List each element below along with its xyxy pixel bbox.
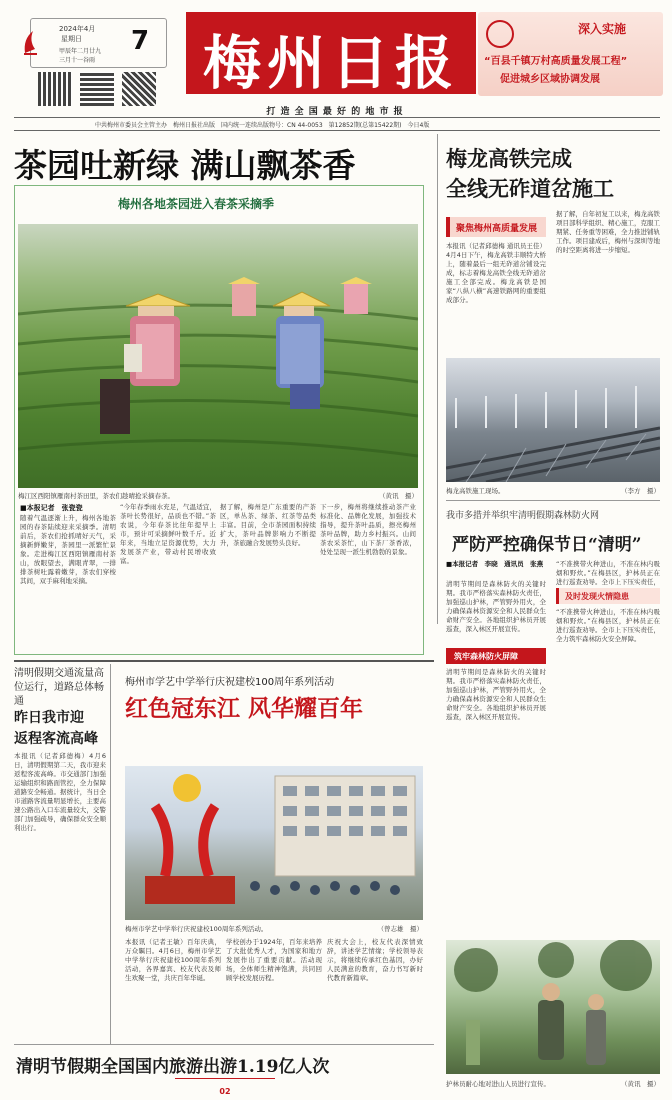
qr-codes <box>38 72 168 106</box>
rail-badge <box>446 217 546 237</box>
info-bar: 中共梅州市委员会主管主办 梅州日报社出版 国内统一连续出版物号：CN 44-0053 第12852期(总第15422期) 今日4版 <box>95 122 430 129</box>
forest-badge-2-text: 及时发现火情隐患 <box>565 592 629 601</box>
promo-line-2: “百县千镇万村高质量发展工程” <box>484 56 628 67</box>
rail-badge-text: 聚焦梅州高质量发展 <box>456 224 538 234</box>
brief-headline-2: 返程客流高峰 <box>14 731 98 747</box>
date-lunar-1: 甲辰年二月廿九 <box>59 48 102 55</box>
school-col-2: 学校创办于1924年，百年来培养了大批优秀人才，为国家和地方发展作出了重要贡献。活动现场，全体师生精神饱满，共同回顾学校发展历程。 <box>226 938 322 982</box>
rail-photo-caption <box>446 486 660 495</box>
date-weekday: 星期日 <box>61 35 82 43</box>
forest-photo <box>446 940 660 1074</box>
brief-text: 本报讯（记者邱德梅）4月6日，清明假期第二天，我市迎来返程客流高峰。市交通部门加强运输组织和路面管控，全力保障道路安全畅通。据统计，当日全市道路客流量明显增长，主要高速公路出入口车流量较大，交警部门加强疏导，确保群众安全顺利出行。 <box>14 752 106 832</box>
lead-col-3: 据了解，梅州是广东重要的产茶区，单丛茶、绿茶、红茶等品类丰富。目前，全市茶园面积持续扩大，茶叶品牌影响力不断提升，茶旅融合发展势头良好。 <box>220 503 316 547</box>
forest-byline: ■本报记者 李晓 通讯员 张燕 <box>446 560 544 568</box>
rail-col-2: 据了解，自年初复工以来，梅龙高铁项目部科学组织、精心施工，克服工期紧、任务重等困难，全力推进铺轨工作。项目建成后，梅州与深圳等地的时空距离将进一步缩短。 <box>556 210 660 254</box>
forest-badge-2 <box>556 588 660 604</box>
forest-badge-1-text: 筑牢森林防火屏障 <box>454 652 518 661</box>
page-ref-badge: 02 <box>213 1087 236 1096</box>
qr-icon <box>122 72 156 106</box>
forest-col-1b: 清明节期间是森林防火的关键时期。我市严格落实森林防火责任，加强巡山护林，严管野外用火，全力确保森林资源安全和人民群众生命财产安全。各地组织护林员开展巡查，深入林区开展宣传。 <box>446 668 546 721</box>
caption-text: 梅州市学艺中学举行庆祝建校100周年系列活动。 <box>125 925 268 933</box>
rail-headline-2: 全线无砟道岔施工 <box>446 176 614 201</box>
forest-headline: 严防严控确保节日“清明” <box>452 535 642 555</box>
forest-photo-caption <box>446 1079 660 1088</box>
masthead-banner <box>186 12 476 97</box>
school-col-1: 本报讯（记者王敏）百年庆典，万众瞩目。4月6日，梅州市学艺中学举行庆祝建校100周年系列活动，各界嘉宾、校友代表及师生欢聚一堂，共庆百年华诞。 <box>125 938 221 982</box>
lead-photo-caption <box>18 491 418 500</box>
qr-icon <box>38 72 72 106</box>
lead-headline: 茶园吐新绿 满山飘茶香 <box>14 146 356 185</box>
rail-photo <box>446 358 660 482</box>
promo-icon <box>486 20 514 48</box>
school-kicker: 梅州市学艺中学举行庆祝建校100周年系列活动 <box>125 677 335 688</box>
promo-line-3: 促进城乡区域协调发展 <box>500 74 600 85</box>
date-day: 7 <box>131 26 150 56</box>
school-photo-caption <box>125 924 423 933</box>
lead-subhead: 梅州各地茶园进入春茶采摘季 <box>118 197 275 211</box>
forest-col-2: “不准携带火种进山，不准在林内吸烟和野炊。”在梅县区，护林员正在进行巡查劝导。全市上下压实责任， <box>556 560 660 586</box>
lead-photo <box>18 224 418 488</box>
footer-headline[interactable]: 清明节假期全国国内旅游出游1.19亿人次 <box>16 1057 330 1077</box>
forest-col-1: 清明节期间是森林防火的关键时期。我市严格落实森林防火责任，加强巡山护林，严管野外用火，全力确保森林资源安全和人民群众生命财产安全。各地组织护林员开展巡查，深入林区开展宣传。 <box>446 580 546 633</box>
forest-badge-1 <box>446 648 546 664</box>
forest-col-2b: “不准携带火种进山，不准在林内吸烟和野炊。”在梅县区，护林员正在进行巡查劝导。全市上下压实责任，全力筑牢森林防火安全屏障。 <box>556 608 660 643</box>
date-year-month: 2024年4月 <box>59 25 96 33</box>
caption-credit: （曾志雄 摄） <box>377 925 423 933</box>
caption-text: 梅江区西阳镇雁南村茶田里，茶农们趁晴抢采摘春茶。 <box>18 492 174 500</box>
caption-credit: （黄讯 摄） <box>379 492 418 500</box>
lead-byline: ■本报记者 张瓷瓷 <box>20 504 83 512</box>
caption-text: 护林员耐心地对进山人员进行宣传。 <box>446 1080 550 1088</box>
caption-text: 梅龙高铁施工现场。 <box>446 487 505 495</box>
rail-col-1: 本报讯（记者邱德梅 通讯员王佳）4月4日下午，梅龙高铁丰顺特大桥上，随着最后一组无砟道岔铺设完成，标志着梅龙高铁全线无砟道岔施工全部完成。梅龙高铁是国家“八纵八横”高速铁路网的重要组成部分。 <box>446 242 546 304</box>
caption-credit: （李方 摄） <box>621 487 660 495</box>
qr-icon <box>80 72 114 106</box>
lead-col-1: 随着气温逐渐上升，梅州各地茶园的春茶陆续迎来采摘季。清明前后，茶农们抢抓晴好天气，采摘新鲜嫩芽，茶园里一派繁忙景象。走进梅江区西阳镇雁南村茶山，放眼望去，满眼青翠，一排排茶树吐露着嫩芽，茶农们穿梭其间，双手麻利地采摘。 <box>20 514 116 585</box>
rail-headline-1: 梅龙高铁完成 <box>446 146 572 171</box>
forest-kicker: 我市多措并举织牢清明假期森林防火网 <box>446 511 600 521</box>
caption-credit: （黄讯 摄） <box>621 1080 660 1088</box>
brief-kicker: 清明假期交通流量高位运行，道路总体畅通 <box>14 668 104 707</box>
logo-icon <box>21 27 39 57</box>
lead-col-4: 下一步，梅州将继续推动茶产业标准化、品牌化发展，加强技术指导，提升茶叶品质，擦亮梅州茶叶品牌，助力乡村振兴。山间茶农采茶忙，山下茶厂茶香浓，处处呈现一派生机勃勃的景象。 <box>320 503 416 556</box>
school-col-3: 庆祝大会上，校友代表深情致辞，讲述学艺情缘；学校领导表示，将继续传承红色基因，办好人民满意的教育，奋力书写新时代教育新篇章。 <box>327 938 423 982</box>
lead-col-2: “今年春季雨水充足，气温适宜，茶叶长势很好，品质也不错。”茶农说，今年春茶比往年提早上市，预计可采摘鲜叶数千斤。近年来，当地立足资源优势，大力发展茶产业，带动村民增收致富。 <box>120 503 216 565</box>
date-lunar-2: 三月十一谷雨 <box>59 57 96 64</box>
brief-headline-1: 昨日我市迎 <box>14 710 84 726</box>
paper-title: 梅州日报 <box>202 29 459 97</box>
masthead-slogan: 打 造 全 国 最 好 的 地 市 报 <box>266 107 404 117</box>
date-box <box>30 18 167 68</box>
school-headline: 红色冠东江 风华耀百年 <box>125 695 364 722</box>
school-photo <box>125 766 423 920</box>
promo-line-1: 深入实施 <box>578 22 627 36</box>
footer-page-ref[interactable] <box>175 1078 275 1096</box>
promo-box <box>478 12 663 96</box>
